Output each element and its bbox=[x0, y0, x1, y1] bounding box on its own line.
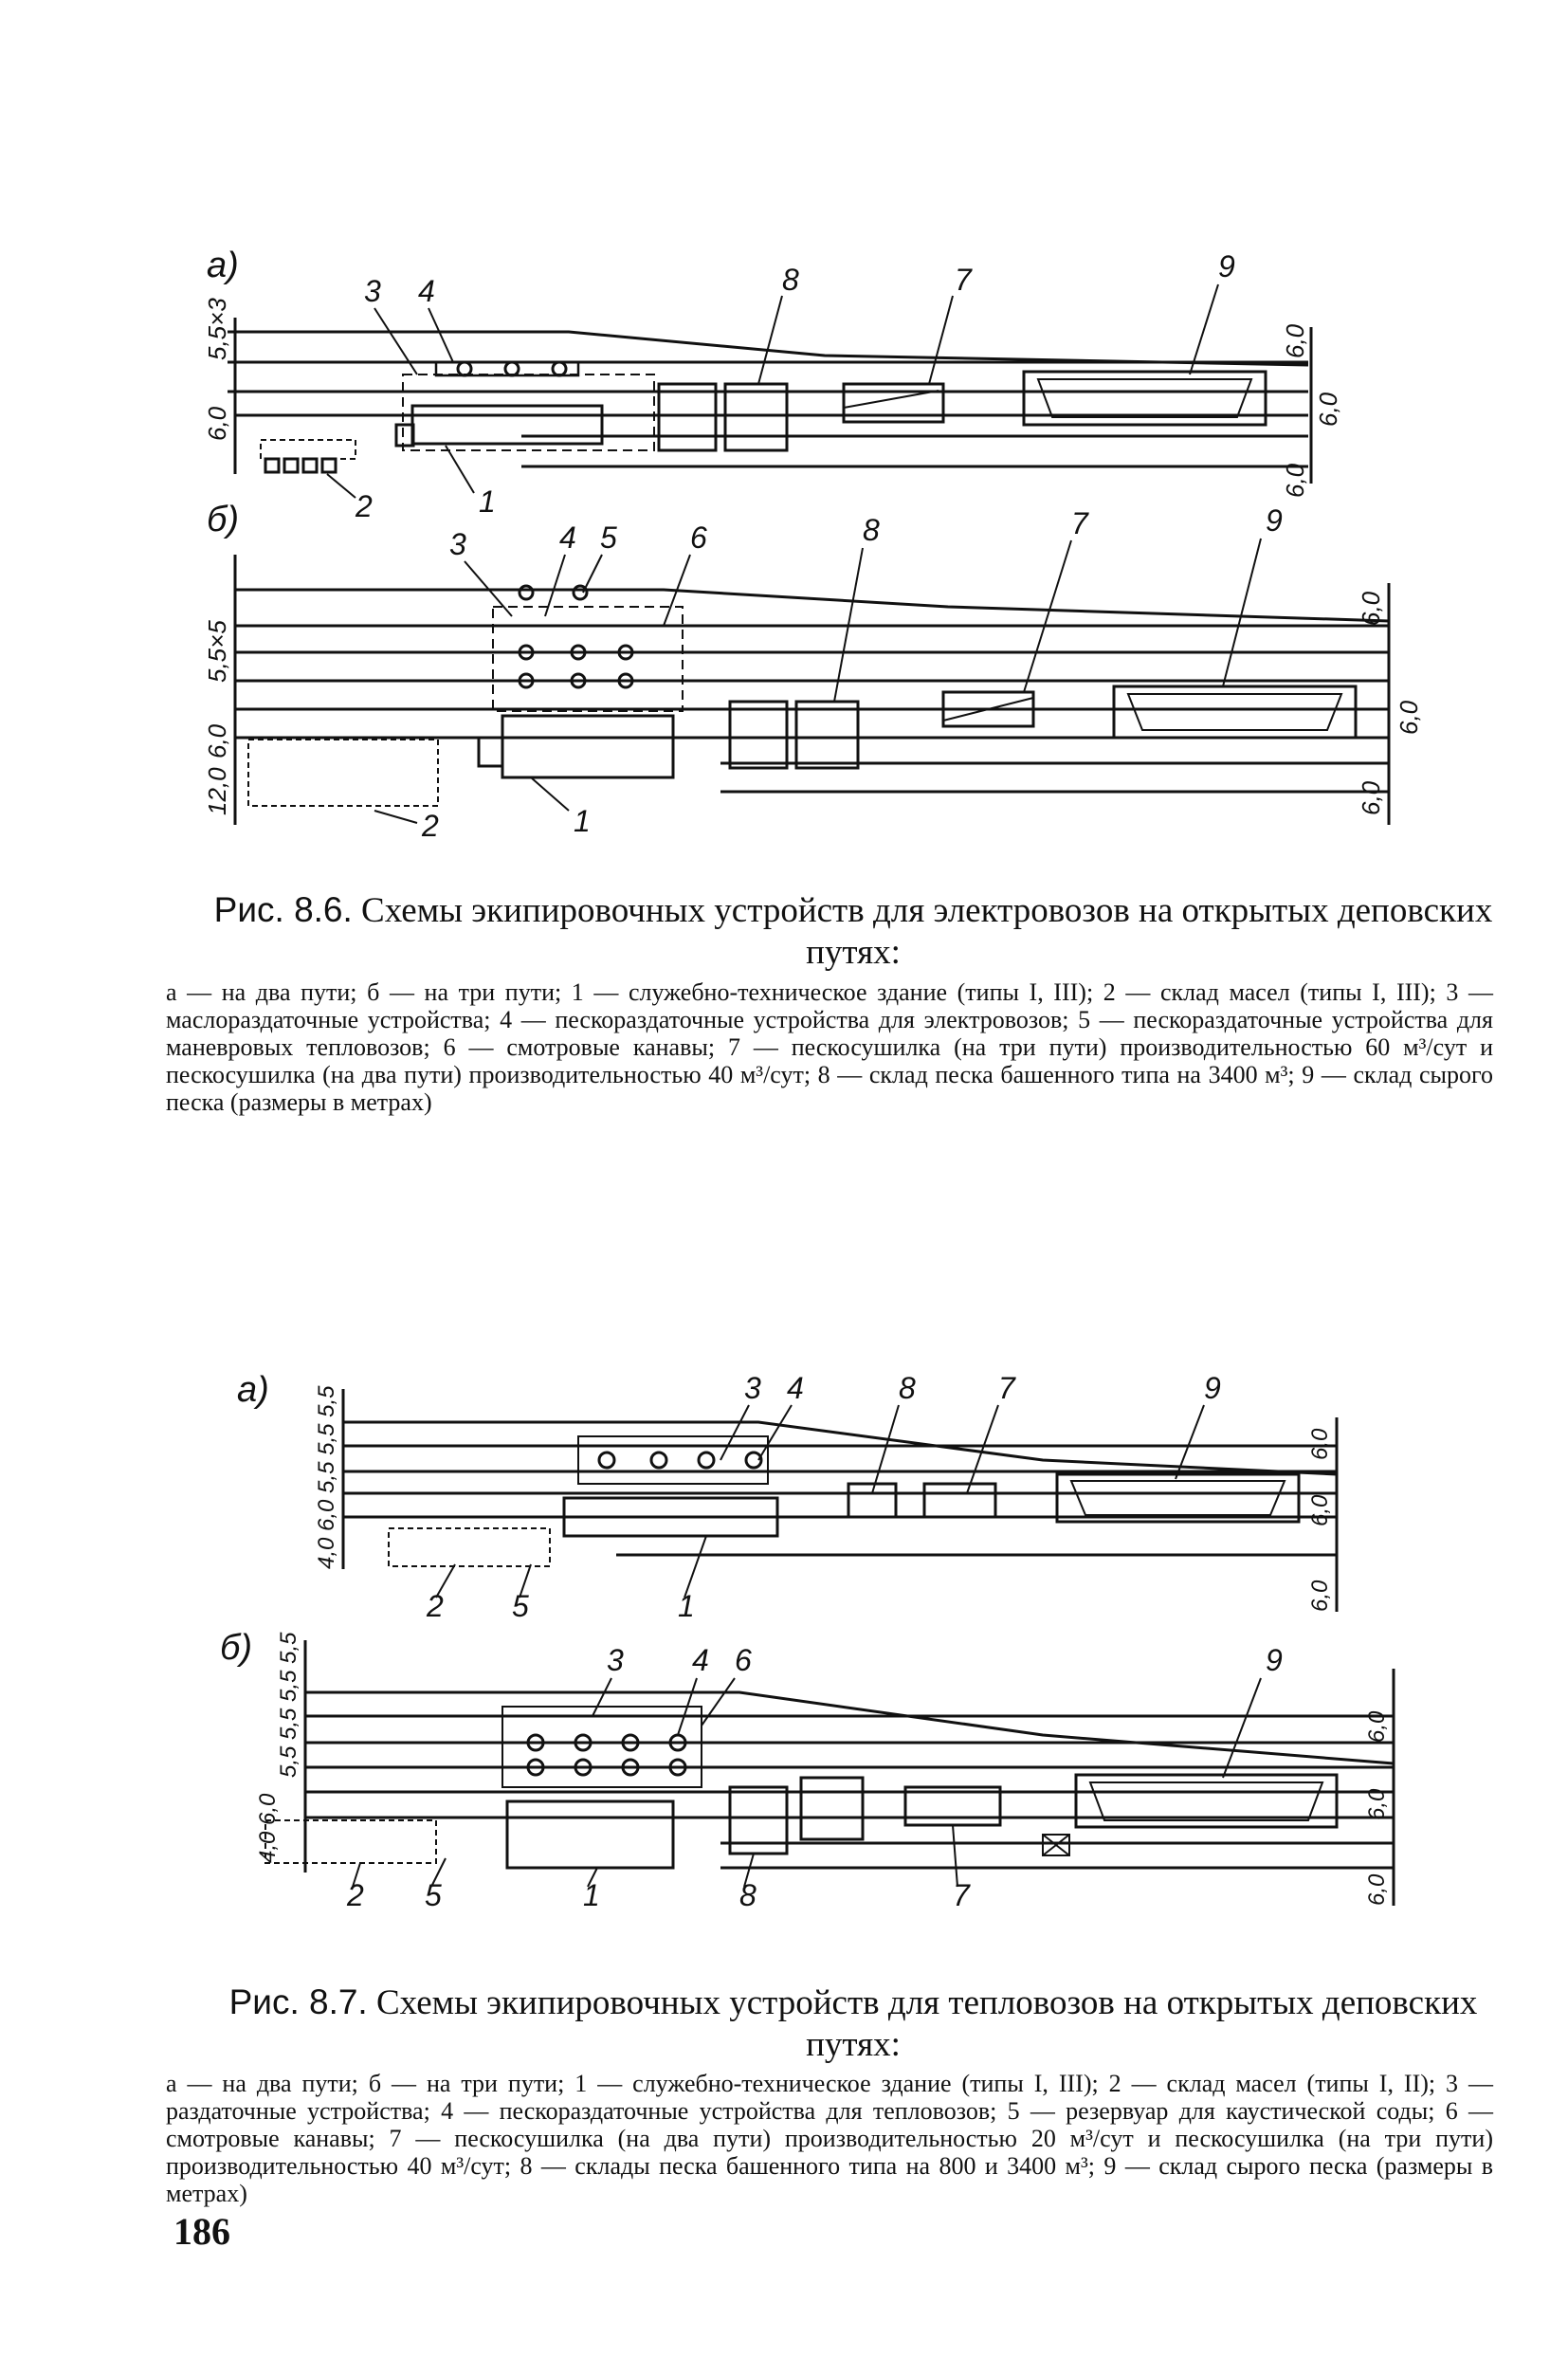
fig87-caption-title bbox=[204, 1982, 1503, 2066]
fig87-a-callout-5: 5 bbox=[512, 1589, 529, 1623]
fig87-a-label: а) bbox=[237, 1370, 269, 1410]
fig87-b-callout-3: 3 bbox=[607, 1643, 624, 1677]
fig86-a-dim-left-1: 5,5×3 bbox=[203, 298, 231, 360]
fig87-b-dim-right-2: 6,0 bbox=[1364, 1788, 1390, 1820]
fig87-a-dim-left: 4,0 6,0 5,5 5,5 5,5 bbox=[314, 1385, 339, 1569]
fig86-b-callout-8: 8 bbox=[863, 513, 880, 547]
fig87-b-tower-2 bbox=[801, 1778, 863, 1839]
fig87-b-callout-4: 4 bbox=[692, 1643, 709, 1677]
fig86-b-callout-3: 3 bbox=[449, 527, 466, 561]
fig86-a-oil-box bbox=[284, 459, 298, 472]
fig86-b-small-box bbox=[479, 738, 502, 766]
fig86-a-callout-8: 8 bbox=[782, 263, 799, 297]
fig86-b-callout-2: 2 bbox=[422, 809, 439, 843]
fig87-b-dim-right-1: 6,0 bbox=[1364, 1710, 1390, 1743]
fig87-caption-text: а — на два пути; б — на три пути; 1 — служебно-техническое здание (типы I, III); 2 — склад масел (типы I, II); 3 — раздаточные устройства; 4 — пескораздаточные устройства для тепловозов; 5 — резервуар для каустической соды; 6 — смотровые канавы; 7 — пескосушилка (на два пути) производительностью 20 м³/сут и пескосушилка (на три пути) производительностью 40 м³/сут; 8 — склады песка башенного типа на 800 и 3400 м³; 9 — склад сырого песка (размеры в метрах) bbox=[166, 2070, 1493, 2207]
fig87-a-callout-9: 9 bbox=[1204, 1371, 1221, 1405]
fig87-a-callout-1: 1 bbox=[678, 1589, 695, 1623]
fig86-a-tower-1 bbox=[659, 384, 716, 450]
fig86-b-dim-right-2: 6,0 bbox=[1395, 700, 1423, 735]
fig87-b-callout-9: 9 bbox=[1266, 1643, 1283, 1677]
fig86-b-sand-devices bbox=[493, 607, 683, 711]
fig86-b-dim-right-3: 6,0 bbox=[1357, 780, 1385, 815]
fig86-a-sand-dot bbox=[505, 362, 519, 375]
fig87-b-callout-5: 5 bbox=[425, 1878, 442, 1912]
fig87-a-dim-right-2: 6,0 bbox=[1307, 1494, 1333, 1526]
fig87-a-disp-dot bbox=[651, 1452, 666, 1468]
fig86-a-small-box bbox=[396, 425, 413, 446]
fig87-a-sand-dryer bbox=[924, 1484, 995, 1517]
fig86-b-callout-1: 1 bbox=[574, 804, 591, 838]
fig87-a-callout-4: 4 bbox=[787, 1371, 804, 1405]
fig86-b-building-1 bbox=[502, 716, 673, 777]
fig86-b-dim-right-1: 6,0 bbox=[1357, 591, 1385, 626]
fig87-b-dim-right-3: 6,0 bbox=[1364, 1873, 1390, 1906]
fig86-a-sand-dot bbox=[553, 362, 566, 375]
fig86-a-tower-2 bbox=[725, 384, 787, 450]
fig86-b-raw-sand-inner bbox=[1128, 694, 1341, 730]
fig86-a-dim-left-2: 6,0 bbox=[203, 406, 231, 441]
fig86-b-dim-left-2: 6,0 bbox=[203, 723, 231, 758]
fig87-a-dispensers bbox=[578, 1436, 768, 1484]
fig86-caption-title-text: Схемы экипировочных устройств для электровозов на открытых деповских путях: bbox=[361, 891, 1493, 972]
fig87-a-oil-store bbox=[389, 1528, 550, 1566]
fig86-b-dim-left-3: 12,0 bbox=[203, 767, 231, 815]
fig86-a-dryer-diag bbox=[844, 391, 939, 408]
fig86-a-callout-1: 1 bbox=[479, 484, 496, 519]
fig87-b-label: б) bbox=[220, 1628, 253, 1668]
fig86-a-dim-right-1: 6,0 bbox=[1281, 323, 1309, 358]
fig86-caption-label: Рис. 8.6. bbox=[213, 890, 353, 929]
fig86-a-dim-right-2: 6,0 bbox=[1314, 392, 1342, 427]
fig86-b-callout-9: 9 bbox=[1266, 503, 1283, 538]
fig87-a-disp-dot bbox=[699, 1452, 714, 1468]
fig87-a-dim-right-1: 6,0 bbox=[1307, 1428, 1333, 1460]
fig86-caption-text: а — на два пути; б — на три пути; 1 — служебно-техническое здание (типы I, III); 2 — склад масел (типы I, III); 3 — маслораздаточные устройства; 4 — пескораздаточные устройства для электровозов; 5 — пескораздаточные устройства для маневровых тепловозов; 6 — смотровые канавы; 7 — пескосушилка (на три пути) производительностью 60 м³/сут и пескосушилка (на два пути) производительностью 40 м³/сут; 8 — склад песка башенного типа на 3400 м³; 9 — склад сырого песка (размеры в метрах) bbox=[166, 978, 1493, 1116]
fig86-a-building-1 bbox=[412, 406, 602, 444]
fig87-panel-a bbox=[237, 1370, 1337, 1623]
fig86-a-oil-box bbox=[303, 459, 317, 472]
fig87-a-tower bbox=[848, 1484, 896, 1517]
fig86-panel-b bbox=[203, 500, 1423, 843]
fig87-b-callout-8: 8 bbox=[739, 1878, 757, 1912]
fig87-a-callout-8: 8 bbox=[899, 1371, 916, 1405]
fig86-a-raw-sand-inner bbox=[1038, 379, 1251, 417]
fig87-b-callout-1: 1 bbox=[583, 1878, 600, 1912]
fig86-b-tower-1 bbox=[730, 702, 787, 768]
fig86-a-oil-store bbox=[261, 440, 356, 459]
fig87-b-dim-left-bottom: 4,0 6,0 bbox=[255, 1793, 281, 1863]
fig86-a-callout-4: 4 bbox=[418, 274, 435, 308]
fig86-panel-a bbox=[203, 246, 1342, 523]
fig86-b-tower-2 bbox=[796, 702, 858, 768]
fig87-b-raw-sand-inner bbox=[1090, 1782, 1322, 1820]
fig86-a-callout-2: 2 bbox=[356, 489, 373, 523]
fig86-a-oil-box bbox=[322, 459, 336, 472]
fig86-a-callout-9: 9 bbox=[1218, 249, 1235, 283]
fig86-b-callout-7: 7 bbox=[1071, 506, 1088, 540]
fig86-a-callout-7: 7 bbox=[955, 263, 972, 297]
fig86-b-callout-6: 6 bbox=[690, 521, 707, 555]
fig86-b-sand-dot bbox=[520, 586, 533, 599]
fig87-caption-label: Рис. 8.7. bbox=[228, 1982, 368, 2021]
fig86-a-dashed-zone bbox=[403, 375, 654, 450]
fig87-caption-title-text: Схемы экипировочных устройств для тепловозов на открытых деповских путях: bbox=[375, 1983, 1478, 2064]
page-number: 186 bbox=[173, 2210, 230, 2253]
fig87-b-track-1 bbox=[305, 1692, 1394, 1763]
fig86-a-label: а) bbox=[207, 246, 239, 285]
fig87-b-callout-6: 6 bbox=[735, 1643, 752, 1677]
fig86-caption-title bbox=[204, 889, 1503, 974]
fig86-b-dim-left-1: 5,5×5 bbox=[203, 620, 231, 683]
fig87-b-building-1 bbox=[507, 1801, 673, 1868]
fig86-b-callout-5: 5 bbox=[600, 521, 617, 555]
fig86-a-callout-3: 3 bbox=[364, 274, 381, 308]
fig86-b-callout-4: 4 bbox=[559, 521, 576, 555]
fig87-b-callout-7: 7 bbox=[953, 1878, 970, 1912]
fig86-b-label: б) bbox=[207, 500, 240, 539]
fig87-a-callout-3: 3 bbox=[744, 1371, 761, 1405]
fig86-a-sand-dot bbox=[458, 362, 471, 375]
fig87-b-oil-store bbox=[265, 1820, 436, 1863]
fig86-b-track-1 bbox=[235, 590, 1389, 621]
fig87-b-callout-2: 2 bbox=[347, 1878, 364, 1912]
fig87-a-callout-2: 2 bbox=[427, 1589, 444, 1623]
fig86-b-oil-store bbox=[248, 740, 438, 806]
fig86-a-oil-box bbox=[265, 459, 279, 472]
fig87-panel-b bbox=[220, 1628, 1394, 1912]
fig87-a-dim-right-3: 6,0 bbox=[1307, 1580, 1333, 1612]
fig87-b-dim-left-top: 5,5 5,5 5,5 5,5 bbox=[276, 1632, 301, 1778]
fig87-a-raw-sand-inner bbox=[1071, 1481, 1285, 1515]
fig87-a-disp-dot bbox=[599, 1452, 614, 1468]
fig86-a-dim-right-3: 6,0 bbox=[1281, 463, 1309, 498]
fig87-a-callout-7: 7 bbox=[998, 1371, 1015, 1405]
